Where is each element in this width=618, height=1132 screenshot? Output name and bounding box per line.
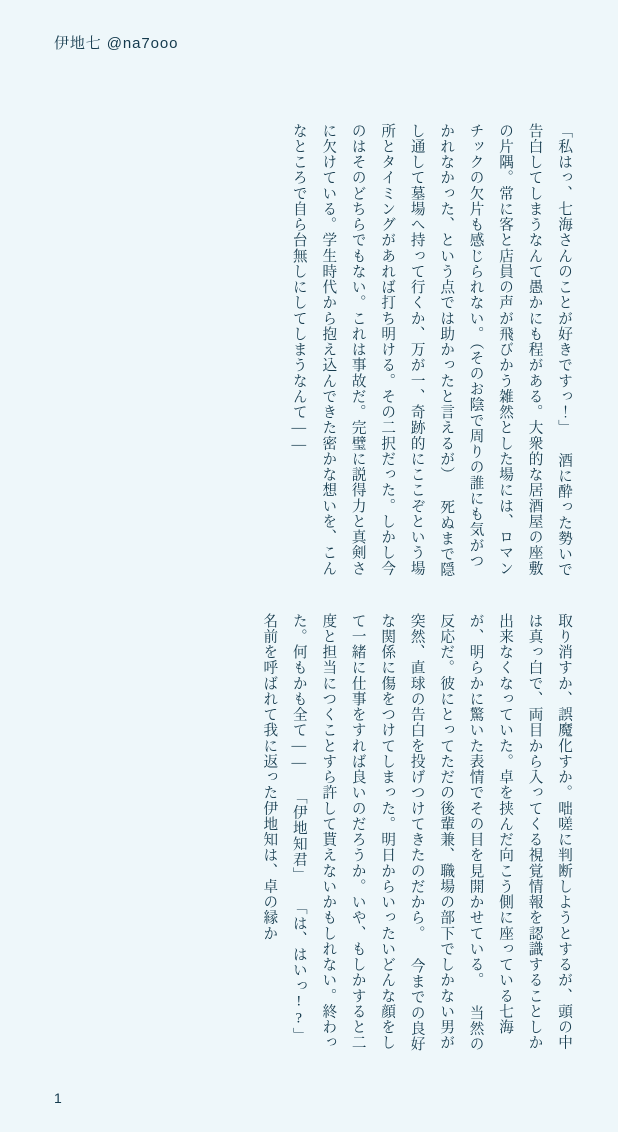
page-header: [0, 0, 618, 53]
page-body: [0, 53, 618, 1090]
page-footer: [0, 1090, 618, 1132]
author-handle: 伊地七 @na7ooo: [54, 35, 179, 52]
body-text-block-top: 「私はっ、七海さんのことが好きですっ！」 酒に酔った勢いで告白してしまうなんて愚かにも程がある。大衆的な居酒屋の座敷の片隅。常に客と店員の声が飛びかう雑然とした場には、ロマンチックの欠片も感じられない。（そのお陰で周りの誰にも気がつかれなかった、という点では助かったと言えるが） 死ぬまで隠し通して墓場へ持って行くか、万が一、奇跡的にここぞという場所とタイミングがあれば打ち明ける。その二択だった。しかし今のはそのどちらでもない。これは事故だ。完璧に説得力と真剣さに欠けている。学生時代から抱え込んできた密かな想いを、こんなところで自ら台無しにしてしまうなんて――: [290, 123, 572, 578]
body-text-block-bottom: 取り消すか、誤魔化すか。咄嗟に判断しようとするが、頭の中は真っ白で、両目から入ってくる視覚情報を認識することしか出来なくなっていた。卓を挟んだ向こう側に座っている七海が、明らかに驚いた表情でその目を見開かせている。 当然の反応だ。彼にとってただの後輩兼、職場の部下でしかない男が突然、直球の告白を投げつけてきたのだから。 今までの良好な関係に傷をつけてしまった。明日からいったいどんな顔をして一緒に仕事をすれば良いのだろうか。いや、もしかすると二度と担当につくことすら許して貰えないかもしれない。終わった。何もかも全て―― 「伊地知君」 「は、はいっ!?」 名前を呼ばれて我に返った伊地知は、卓の縁か: [261, 613, 572, 1052]
page-number: 1: [54, 1090, 62, 1106]
